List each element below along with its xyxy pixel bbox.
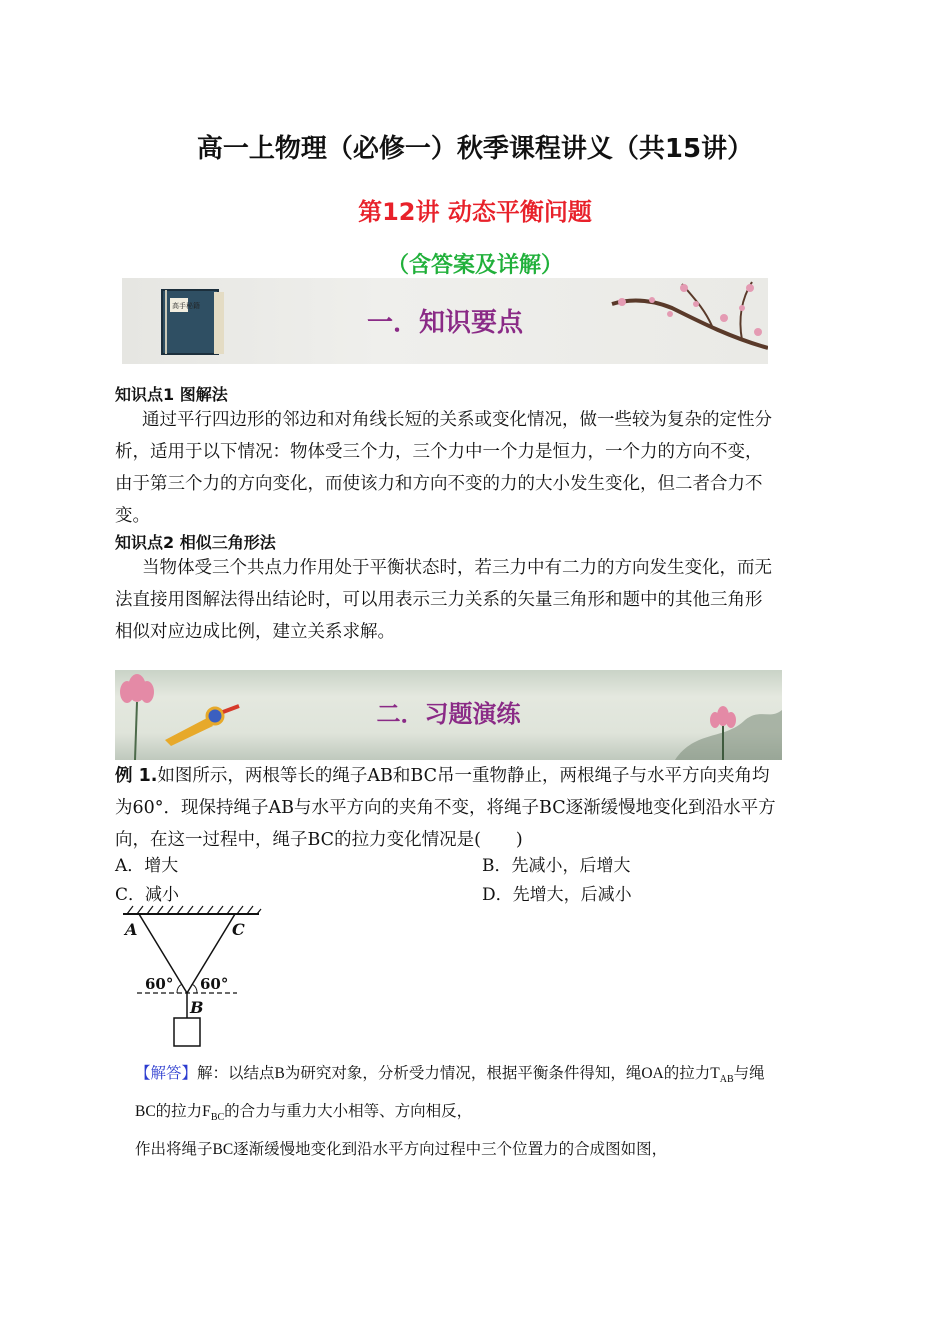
section1-banner <box>122 278 768 364</box>
option-d: D．先增大，后减小 <box>482 885 632 905</box>
example-line: 向，在这一过程中，绳子BC的拉力变化情况是( ) <box>115 830 523 850</box>
answer-text: BC的拉力F <box>135 1103 211 1120</box>
answer-text: 解：以结点B为研究对象，分析受力情况，根据平衡条件得知，绳OA的拉力T <box>197 1065 720 1082</box>
answer-line1 <box>135 1061 765 1085</box>
figure-angle-right: 60° <box>200 975 229 993</box>
figure-label-b: B <box>190 998 204 1017</box>
option-a: A．增大 <box>115 856 179 876</box>
answer-sub: BC <box>210 1112 225 1124</box>
option-b: B．先减小，后增大 <box>482 856 631 876</box>
answer-tag: 【解答】 <box>135 1065 198 1082</box>
kp1-line: 变。 <box>115 506 150 526</box>
section2-banner <box>115 670 782 760</box>
answer-line2 <box>135 1099 472 1123</box>
kp2-line: 相似对应边成比例，建立关系求解。 <box>115 622 395 642</box>
answer-sub: AB <box>719 1074 734 1086</box>
kp2-line: 法直接用图解法得出结论时，可以用表示三力关系的矢量三角形和题中的其他三角形 <box>115 590 763 610</box>
figure-angle-left: 60° <box>145 975 174 993</box>
example-line: 为60°．现保持绳子AB与水平方向的夹角不变，将绳子BC逐渐缓慢地变化到沿水平方 <box>115 798 776 818</box>
plum-blossom-icon <box>592 278 768 364</box>
lecture-title: 第12讲 动态平衡问题 <box>358 198 592 226</box>
kp1-title: 知识点1 图解法 <box>115 385 228 404</box>
kp1-line: 通过平行四边形的邻边和对角线长短的关系或变化情况，做一些较为复杂的定性分 <box>142 410 772 430</box>
option-c: C．减小 <box>115 885 180 905</box>
kp1-line: 析，适用于以下情况：物体受三个力，三个力中一个力是恒力，一个力的方向不变， <box>115 442 763 462</box>
answer-text: 的合力与重力大小相等、方向相反， <box>224 1103 473 1120</box>
book-label: 高手秘籍 <box>172 302 200 310</box>
page-title: 高一上物理（必修一）秋季课程讲义（共15讲） <box>196 134 754 164</box>
kp2-title: 知识点2 相似三角形法 <box>115 533 276 552</box>
section1-heading: 一．知识要点 <box>366 308 523 338</box>
kp2-line: 当物体受三个共点力作用处于平衡状态时，若三力中有二力的方向发生变化，而无 <box>142 558 772 578</box>
answer-note: （含答案及详解） <box>386 253 563 278</box>
answer-text: 与绳 <box>733 1065 765 1082</box>
figure-label-a: A <box>125 920 138 939</box>
example-line <box>115 760 770 792</box>
example-text: 如图所示，两根等长的绳子AB和BC吊一重物静止，两根绳子与水平方向夹角均 <box>157 766 770 786</box>
kp1-line: 由于第三个力的方向变化，而使该力和方向不变的力的大小发生变化，但二者合力不 <box>115 474 763 494</box>
figure-label-c: C <box>232 920 245 939</box>
example-label: 例 1. <box>115 766 158 786</box>
section2-heading: 二．习题演练 <box>376 700 521 728</box>
answer-line3: 作出将绳子BC逐渐缓慢地变化到沿水平方向过程中三个位置力的合成图如图， <box>135 1141 668 1158</box>
lotus-ink-icon <box>675 680 782 760</box>
